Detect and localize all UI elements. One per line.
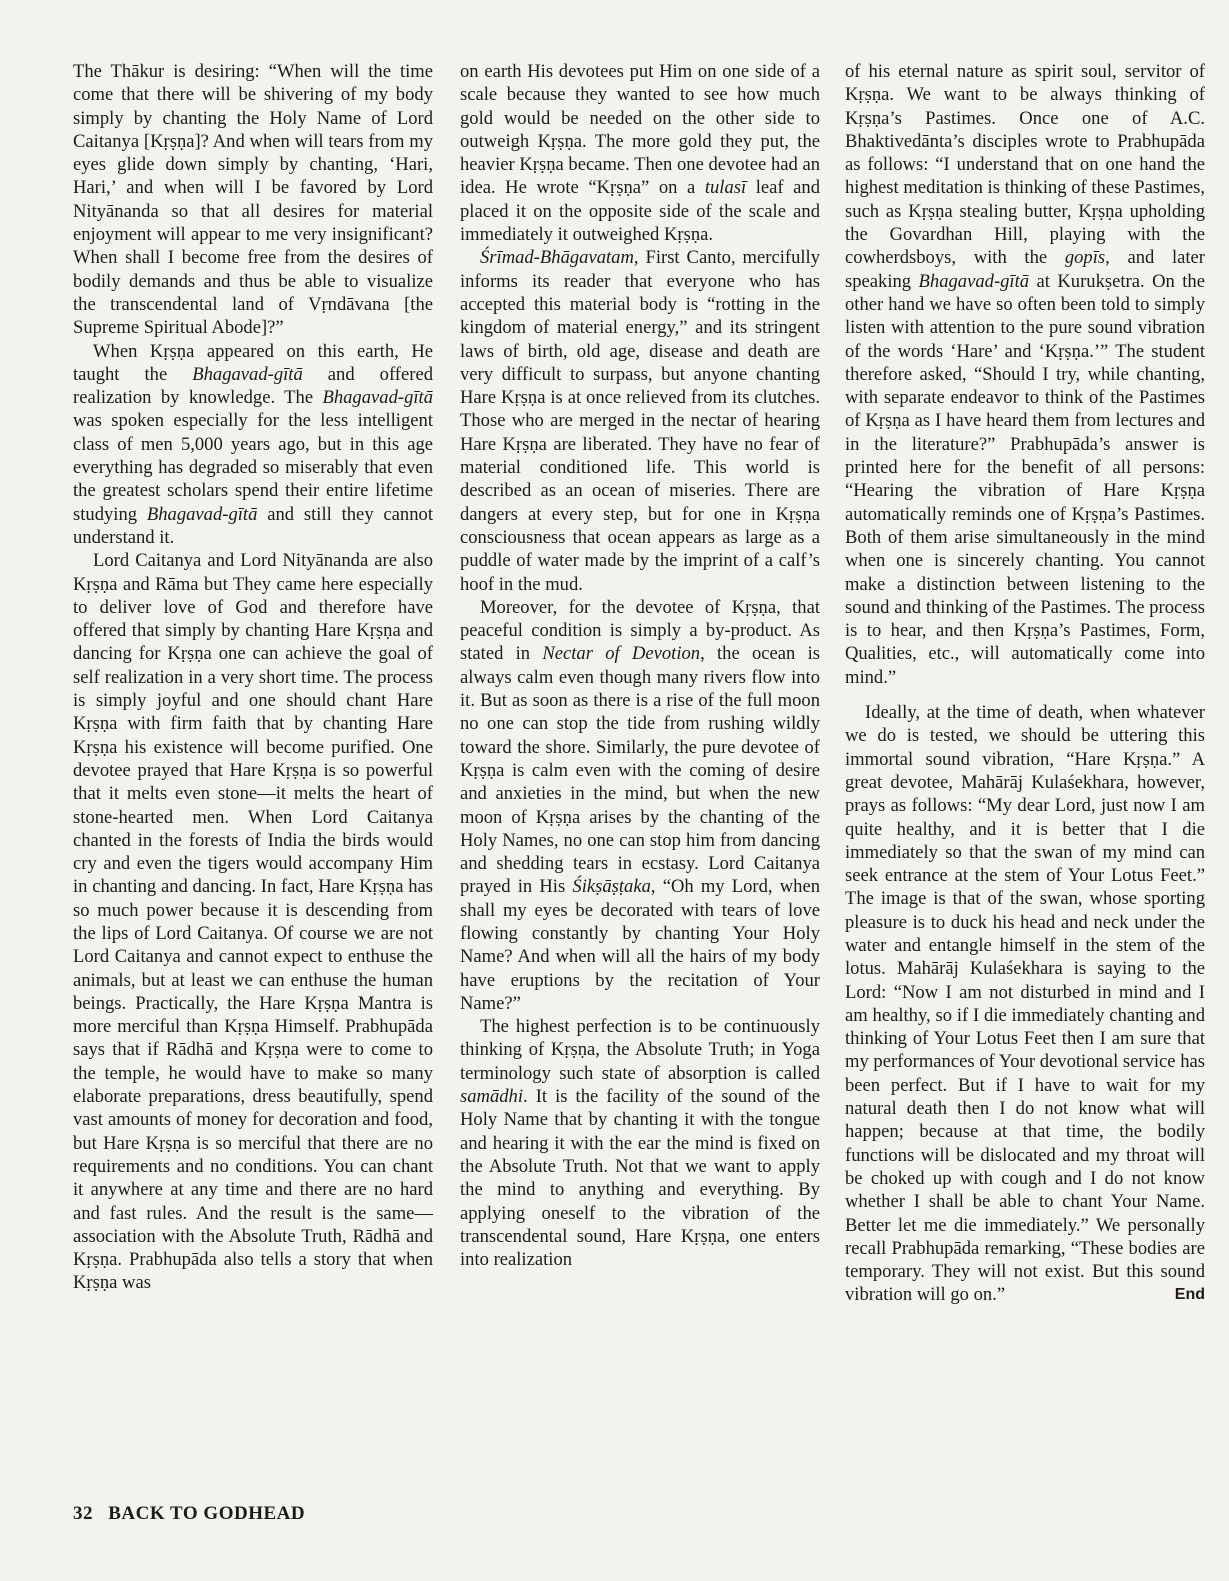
text-run: on earth His devotees put Him on one side of a scale because they wanted to see how much gold would be needed on the other side to outweigh Kṛṣṇa. The more gold they put, the heavier Kṛṣṇa became. Then one devotee had an idea. He wrote “Kṛṣṇa” on a <box>460 61 820 199</box>
text-run: Moreover, for the devotee of Kṛṣṇa, that peaceful condition is simply a by-product. As stated in <box>460 596 820 665</box>
paragraph <box>73 340 433 550</box>
text-column-2 <box>460 60 820 1271</box>
text-run: When Kṛṣṇa appeared on this earth, He taught the <box>73 340 433 385</box>
italic-title: gopīs <box>1064 247 1106 269</box>
paragraph <box>460 60 820 246</box>
text-run: Lord Caitanya and Lord Nityānanda are also Kṛṣṇa and Rāma but They came here especially to deliver love of God and therefore have offered that simply by chanting Hare Kṛṣṇa and dancing for Kṛṣṇa one can achieve the goal of self realization in a very short time. The process is simply joyful and one should chant Hare Kṛṣṇa with firm faith that by chanting Hare Kṛṣṇa his existence will become purified. One devotee prayed that Hare Kṛṣṇa is so powerful that it melts even stone—it melts the heart of stone-hearted men. When Lord Caitanya chanted in the forests of India the birds would cry and even the tigers would accompany Him in chanting and dancing. In fact, Hare Kṛṣṇa has so much power because it is descending from the lips of Lord Caitanya. Of course we are not Lord Caitanya and cannot expect to enthuse the animals, but at least we can enthuse the human beings. Practically, the Hare Kṛṣṇa Mantra is more merciful than Kṛṣṇa Himself. Prabhupāda says that if Rādhā and Kṛṣṇa were to come to the temple, he would have to make so many elaborate preparations, dress beautifully, spend vast amounts of money for decoration and food, but Hare Kṛṣṇa is so merciful that there are no requirements and no conditions. You can chant it anywhere at any time and there are no hard and fast rules. And the result is the same—association with the Absolute Truth, Rādhā and Kṛṣṇa. Prabhupāda also tells a story that when Kṛṣṇa was <box>73 550 433 1294</box>
text-run: The Thākur is desiring: “When will the time come that there will be shivering of my body simply by chanting the Holy Name of Lord Caitanya [Kṛṣṇa]? And when will tears from my eyes glide down simply by chanting, ‘Hari, Hari,’ and when will I be favored by Lord Nityānanda so that all desires for material enjoyment will appear to me very insignificant? When shall I become free from the desires of bodily demands and thus be able to visualize the transcendental land of Vṛndāvana [the Supreme Spiritual Abode]?” <box>73 61 433 339</box>
italic-title: samādhi <box>460 1086 524 1108</box>
italic-title: Śikṣāṣṭaka <box>572 876 651 898</box>
end-mark: End <box>1174 1286 1205 1304</box>
text-run: , First Canto, mercifully informs its reader that everyone who has accepted this material body is “rotting in the kingdom of material energy,” and its stringent laws of birth, old age, disease and death are very difficult to surpass, but anyone chanting Hare Kṛṣṇa is at once relieved from its clutches. Those who are merged in the nectar of hearing Hare Kṛṣṇa are liberated. They have no fear of material conditioned life. This world is described as an ocean of miseries. There are dangers at every step, but for one in Kṛṣṇa consciousness that ocean appears as large as a puddle of water made by the imprint of a calf’s hoof in the mud. <box>460 247 820 595</box>
text-run: , “Oh my Lord, when shall my eyes be decorated with tears of love flowing constantly by chanting Your Holy Name? And when will all the hairs of my body have eruptions by the recitation of Your Name?” <box>460 876 821 1014</box>
text-run: , and later speaking <box>845 247 1205 292</box>
italic-title: Bhagavad-gītā <box>918 270 1030 292</box>
text-run: and still they cannot understand it. <box>73 503 433 548</box>
text-run: and offered realization by knowledge. The <box>73 363 433 409</box>
italic-title: tulasī <box>704 177 747 199</box>
paragraph <box>73 60 433 340</box>
italic-title: Nectar of Devotion <box>542 643 701 665</box>
text-run: The highest perfection is to be continuously thinking of Kṛṣṇa, the Absolute Truth; in Yoga terminology such state of absorption is called <box>460 1016 820 1084</box>
magazine-title: BACK TO GODHEAD <box>108 1503 306 1524</box>
italic-title: Bhagavad-gītā <box>146 503 258 525</box>
text-run: . It is the facility of the sound of the Holy Name that by chanting it with the tongue and hearing it with the ear the mind is fixed on the Absolute Truth. Not that we want to apply the mind to anything and everything. By applying oneself to the vibration of the transcendental sound, Hare Kṛṣṇa, one enters into realization <box>460 1086 820 1271</box>
text-run: was spoken especially for the less intelligent class of men 5,000 years ago, but in this age everything has degraded so miserably that even the greatest scholars spend their entire lifetime studying <box>73 410 433 525</box>
text-run: , the ocean is always calm even though many rivers flow into it. But as soon as there is a rise of the full moon no one can stop the tide from rushing wildly toward the shore. Similarly, the pure devotee of Kṛṣṇa is calm even with the coming of desire and anxieties in the mind, but when the new moon of Kṛṣṇa arises by the chanting of the Holy Names, no one can stop him from dancing and shedding tears in ecstasy. Lord Caitanya prayed in His <box>460 643 820 898</box>
italic-title: Bhagavad-gītā <box>322 387 433 409</box>
paragraph <box>460 1015 820 1271</box>
text-run: leaf and placed it on the opposite side of the scale and immediately it outweighed Kṛṣṇa. <box>460 177 820 246</box>
text-run: at Kurukṣetra. On the other hand we have so often been told to simply listen with attention to the pure sound vibration of the words ‘Hare’ and ‘Kṛṣṇa.’” The student therefore asked, “Should I try, while chanting, with separate endeavor to think of the Pastimes of Kṛṣṇa as I have heard them from lectures and in the literature?” Prabhupāda’s answer is printed here for the benefit of all persons: “Hearing the vibration of Hare Kṛṣṇa automatically reminds one of Kṛṣṇa’s Pastimes. Both of them arise simultaneously in the mind when one is sincerely chanting. You cannot make a distinction between listening to the sound and thinking of the Pastimes. The process is to hear, and then Kṛṣṇa’s Pastimes, Form, Qualities, etc., will automatically come into mind.” <box>845 270 1205 688</box>
paragraph <box>460 596 820 1015</box>
paragraph <box>73 549 433 1295</box>
text-run: of his eternal nature as spirit soul, servitor of Kṛṣṇa. We want to be always thinking of Kṛṣṇa’s Pastimes. Once one of A.C. Bhaktivedānta’s disciples wrote to Prabhupāda as follows: “I understand that on one hand the highest meditation is thinking of these Pastimes, such as Kṛṣṇa stealing butter, Kṛṣṇa upholding the Govardhan Hill, playing with the cowherdsboys, with the <box>845 61 1205 269</box>
page-footer <box>73 1503 315 1525</box>
page-number: 32 <box>73 1503 93 1524</box>
text-run: Ideally, at the time of death, when whatever we do is tested, we should be uttering this immortal sound vibration, “Hare Kṛṣṇa.” A great devotee, Mahārāj Kulaśekhara, however, prays as follows: “My dear Lord, just now I am quite healthy, and it is better that I die immediately so that the swan of my mind can seek entrance at the stem of Your Lotus Feet.” The image is that of the swan, whose sporting pleasure is to duck his head and neck under the water and entangle himself in the stem of the lotus. Mahārāj Kulaśekhara is saying to the Lord: “Now I am not disturbed in mind and I am healthy, so if I die immediately chanting and thinking of Your Lotus Feet then I am sure that my performances of Your devotional service has been perfect. But if I have to wait for my natural death then I do not know what will happen; because at that time, the bodily functions will be dislocated and my throat will be choked up with cough and I do not know whether I shall be able to chant Your Name. Better let me die immediately.” We personally recall Prabhupāda remarking, “These bodies are temporary. They will not exist. But this sound vibration will go on.” <box>845 702 1205 1306</box>
paragraph <box>845 60 1205 689</box>
paragraph <box>845 701 1205 1307</box>
italic-title: Bhagavad-gītā <box>192 363 303 385</box>
italic-title: Śrīmad-Bhāgavatam <box>480 247 634 269</box>
paragraph <box>460 246 820 595</box>
text-column-3 <box>845 60 1205 1307</box>
text-column-1 <box>73 60 433 1295</box>
